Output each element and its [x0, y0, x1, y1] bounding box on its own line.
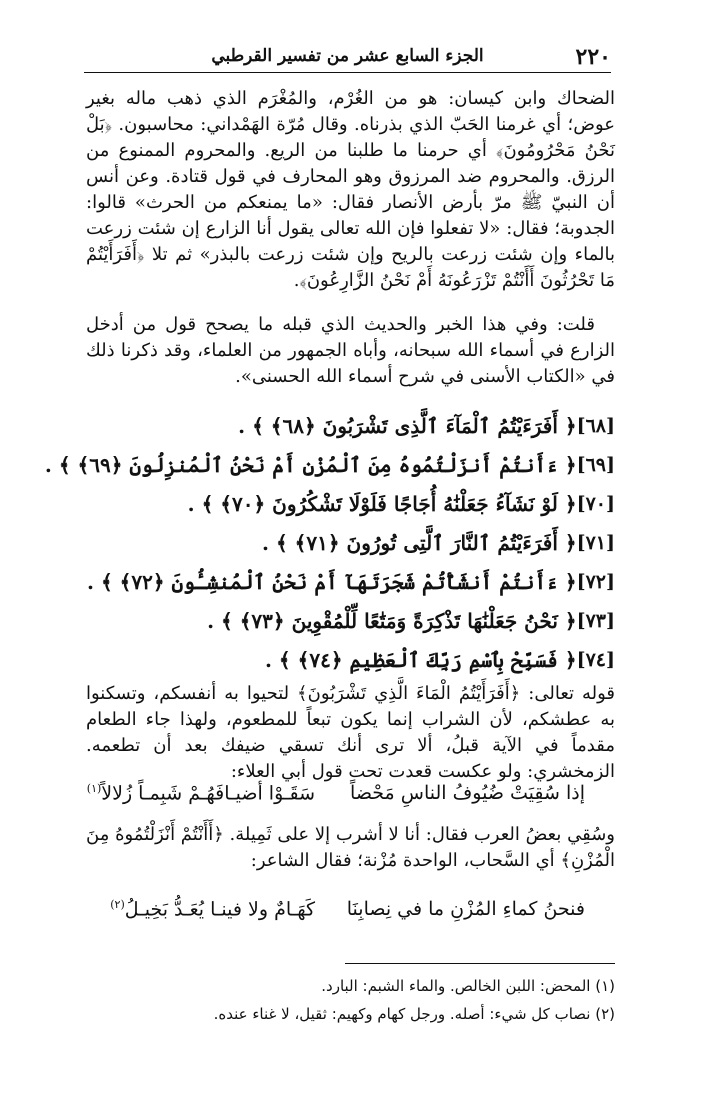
- verse-text: ﴿ لَوْ نَشَآءُ جَعَلْنَٰهُ أُجَاجًا فَلَوْلَا تَشْكُرُونَ ﴿٧٠﴾ ﴾ .: [187, 491, 577, 516]
- poem-hemistich-second: [110, 898, 315, 920]
- poem-hemistich-text: كَهَـامٌ ولا فينـا يُعَـدُّ بَخِيـلُ: [124, 898, 315, 921]
- paragraph-3: قوله تعالى: ﴿أَفَرَأَيْتُمُ الْمَاءَ الَّذِي تَشْرَبُونَ﴾ لتحيوا به أنفسكم، وتسكنوا به عطشكم، لأن الشراب إنما يكون تبعاً للمطعوم، ولهذا جاء الطعام مقدماً في الآية قبلُ، ألا ترى أنك تسقي ضيفك بعد أن تطعمه. الزمخشري: ولو عكست قعدت تحت قول أبي العلاء:: [86, 683, 615, 782]
- paragraph-1: الضحاك وابن كيسان: هو من الغُرْم، والمُغْرَم الذي ذهب ماله بغير عوض؛ أي غرمنا الحَبّ الذي بذرناه. وقال مُرّة الهَمْداني: محاسبون. ﴿بَلْ نَحْنُ مَحْرُومُونَ﴾ أي حرمنا ما طلبنا من الريع. والمحروم الممنوع من الرزق. والمحروم ضد المرزوق وهو المحارف في قول قتادة. وعن أنس أن النبيّ ﷺ مرّ بأرض الأنصار فقال: «ما يمنعكم من الحرث» قالوا: الجدوبة؛ فقال: «لا تفعلوا فإن الله تعالى يقول أنا الزارع إن شئت زرعت بالماء وإن شئت زرعت بالريح وإن شئت زرعت بالبذر» ثم تلا ﴿أَفَرَأَيْتُمْ مَا تَحْرُثُونَ أَأَنْتُمْ تَزْرَعُونَهُ أَمْ نَحْنُ الزَّارِعُونَ﴾.: [86, 88, 615, 291]
- verse-71: [262, 523, 615, 562]
- verse-text: ﴿ نَحْنُ جَعَلْنَٰهَا تَذْكِرَةً وَمَتَٰعًا لِّلْمُقْوِينَ ﴿٧٣﴾ ﴾ .: [207, 608, 577, 633]
- verse-text: ﴿ أَفَرَءَيْتُمُ ٱلنَّارَ ٱلَّتِى تُورُونَ ﴿٧١﴾ ﴾ .: [262, 530, 577, 555]
- paragraph-2: قلت: وفي هذا الخبر والحديث الذي قبله ما يصحح قول من أدخل الزارع في أسماء الله سبحانه، وأباه الجمهور من العلماء، وقد ذكرنا ذلك في «الكتاب الأسنى في شرح أسماء الله الحسنى».: [86, 314, 615, 387]
- paragraph-4: وسُقِي بعضُ العرب فقال: أنا لا أشرب إلا على ثَمِيلة. ﴿أَأَنْتُمْ أَنْزَلْتُمُوهُ مِنَ الْمُزْنِ﴾ أي السَّحاب، الواحدة مُزْنة؛ فقال الشاعر:: [86, 824, 615, 871]
- verse-number: [٧٤]: [576, 648, 615, 671]
- poem-hemistich-first: إذا سُقِيَتْ ضُيُوفُ الناسِ مَحْضاً: [350, 782, 585, 804]
- verse-70: [187, 484, 615, 523]
- verse-number: [٧٣]: [576, 609, 615, 632]
- footnote-marker: (١): [86, 782, 102, 795]
- verse-number: [٧٠]: [576, 492, 615, 515]
- running-title: الجزء السابع عشر من تفسير القرطبي: [211, 46, 484, 66]
- verse-73: [207, 601, 615, 640]
- verse-text: ﴿ ءَأَنتُمْ أَنزَلْتُمُوهُ مِنَ ٱلْمُزْنِ أَمْ نَحْنُ ٱلْمُنزِلُونَ ﴿٦٩﴾ ﴾ .: [44, 452, 577, 477]
- footnote-divider: [345, 963, 615, 964]
- page-number: ٢٢٠: [575, 44, 611, 70]
- verse-number: [٦٩]: [576, 453, 615, 476]
- verse-68: [238, 406, 615, 445]
- page-header: [84, 42, 611, 73]
- verse-text: ﴿ فَسَبِّحْ بِٱسْمِ رَبِّكَ ٱلْعَظِيمِ ﴿٧٤﴾ ﴾ .: [265, 647, 577, 672]
- verse-69: [44, 445, 615, 484]
- footnote-1: (١) المحض: اللبن الخالص. والماء الشبم: البارد.: [321, 977, 615, 995]
- verse-number: [٧١]: [576, 531, 615, 554]
- verse-text: ﴿ أَفَرَءَيْتُمُ ٱلْمَآءَ ٱلَّذِى تَشْرَبُونَ ﴿٦٨﴾ ﴾ .: [238, 413, 577, 438]
- verse-72: [87, 562, 615, 601]
- poem-hemistich-first: فنحنُ كماءِ المُزْنِ ما في نِصابِنَا: [346, 898, 585, 920]
- poem-hemistich-second: [87, 782, 315, 804]
- verse-74: [265, 640, 615, 679]
- verse-number: [٦٨]: [576, 414, 615, 437]
- footnote-2: (٢) نصاب كل شيء: أصله. ورجل كهام وكهيم: ثقيل، لا غناء عنده.: [213, 1005, 615, 1023]
- verse-number: [٧٢]: [576, 570, 615, 593]
- footnote-marker: (٢): [110, 898, 125, 911]
- verse-text: ﴿ ءَأَنتُمْ أَنشَأْتُمْ شَجَرَتَهَآ أَمْ نَحْنُ ٱلْمُنشِـُٔونَ ﴿٧٢﴾ ﴾ .: [87, 569, 577, 594]
- poem-hemistich-text: سَقَـوْا أضيـافَهُـمْ شَبِمـاً زُلالاً: [101, 782, 315, 805]
- verse-list: [44, 406, 615, 679]
- footnotes: [86, 972, 615, 1028]
